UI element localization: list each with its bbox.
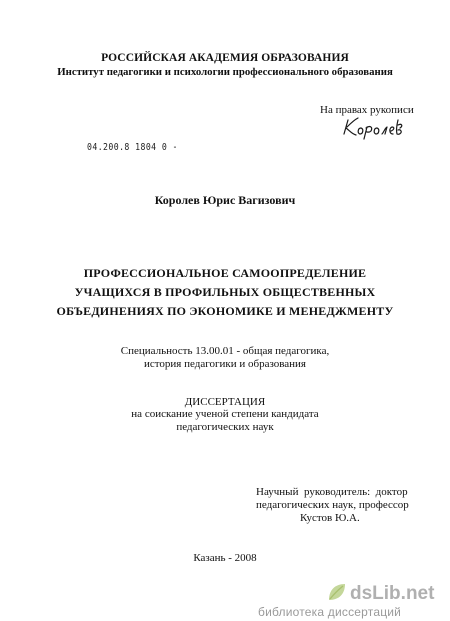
degree-line: педагогических наук: [176, 421, 274, 433]
degree-line: на соискание ученой степени кандидата: [131, 408, 319, 420]
title-line: ПРОФЕССИОНАЛЬНОЕ САМООПРЕДЕЛЕНИЕ: [83, 266, 367, 280]
specialty-line: Специальность 13.00.01 - общая педагогика,: [120, 345, 330, 357]
dissertation-title: [0, 264, 450, 321]
organization-name: РОССИЙСКАЯ АКАДЕМИЯ ОБРАЗОВАНИЯ: [101, 52, 349, 64]
city-year: Казань - 2008: [193, 552, 257, 564]
supervisor-block: [256, 486, 409, 525]
degree-description: [0, 408, 450, 434]
institute-name: Институт педагогики и психологии профессионального образования: [57, 66, 393, 78]
leaf-icon: [326, 581, 348, 603]
rights-note: На правах рукописи: [320, 104, 414, 116]
supervisor-line: педагогических наук, профессор: [256, 499, 409, 511]
dissertation-heading: ДИССЕРТАЦИЯ: [184, 396, 266, 408]
specialty: [0, 345, 450, 371]
watermark-subtitle: библиотека диссертаций: [258, 605, 402, 619]
supervisor-line: Научный руководитель: доктор: [256, 486, 408, 498]
archive-stamp: 04.200.8 1804 0 -: [87, 142, 178, 153]
author-name: Королев Юрис Вагизович: [154, 193, 296, 207]
specialty-line: история педагогики и образования: [143, 358, 306, 370]
title-line: ОБЪЕДИНЕНИЯХ ПО ЭКОНОМИКЕ И МЕНЕДЖМЕНТУ: [56, 304, 394, 318]
supervisor-name: Кустов Ю.А.: [300, 512, 360, 524]
watermark-domain: dsLib.net: [350, 583, 435, 604]
title-line: УЧАЩИХСЯ В ПРОФИЛЬНЫХ ОБЩЕСТВЕННЫХ: [74, 285, 376, 299]
